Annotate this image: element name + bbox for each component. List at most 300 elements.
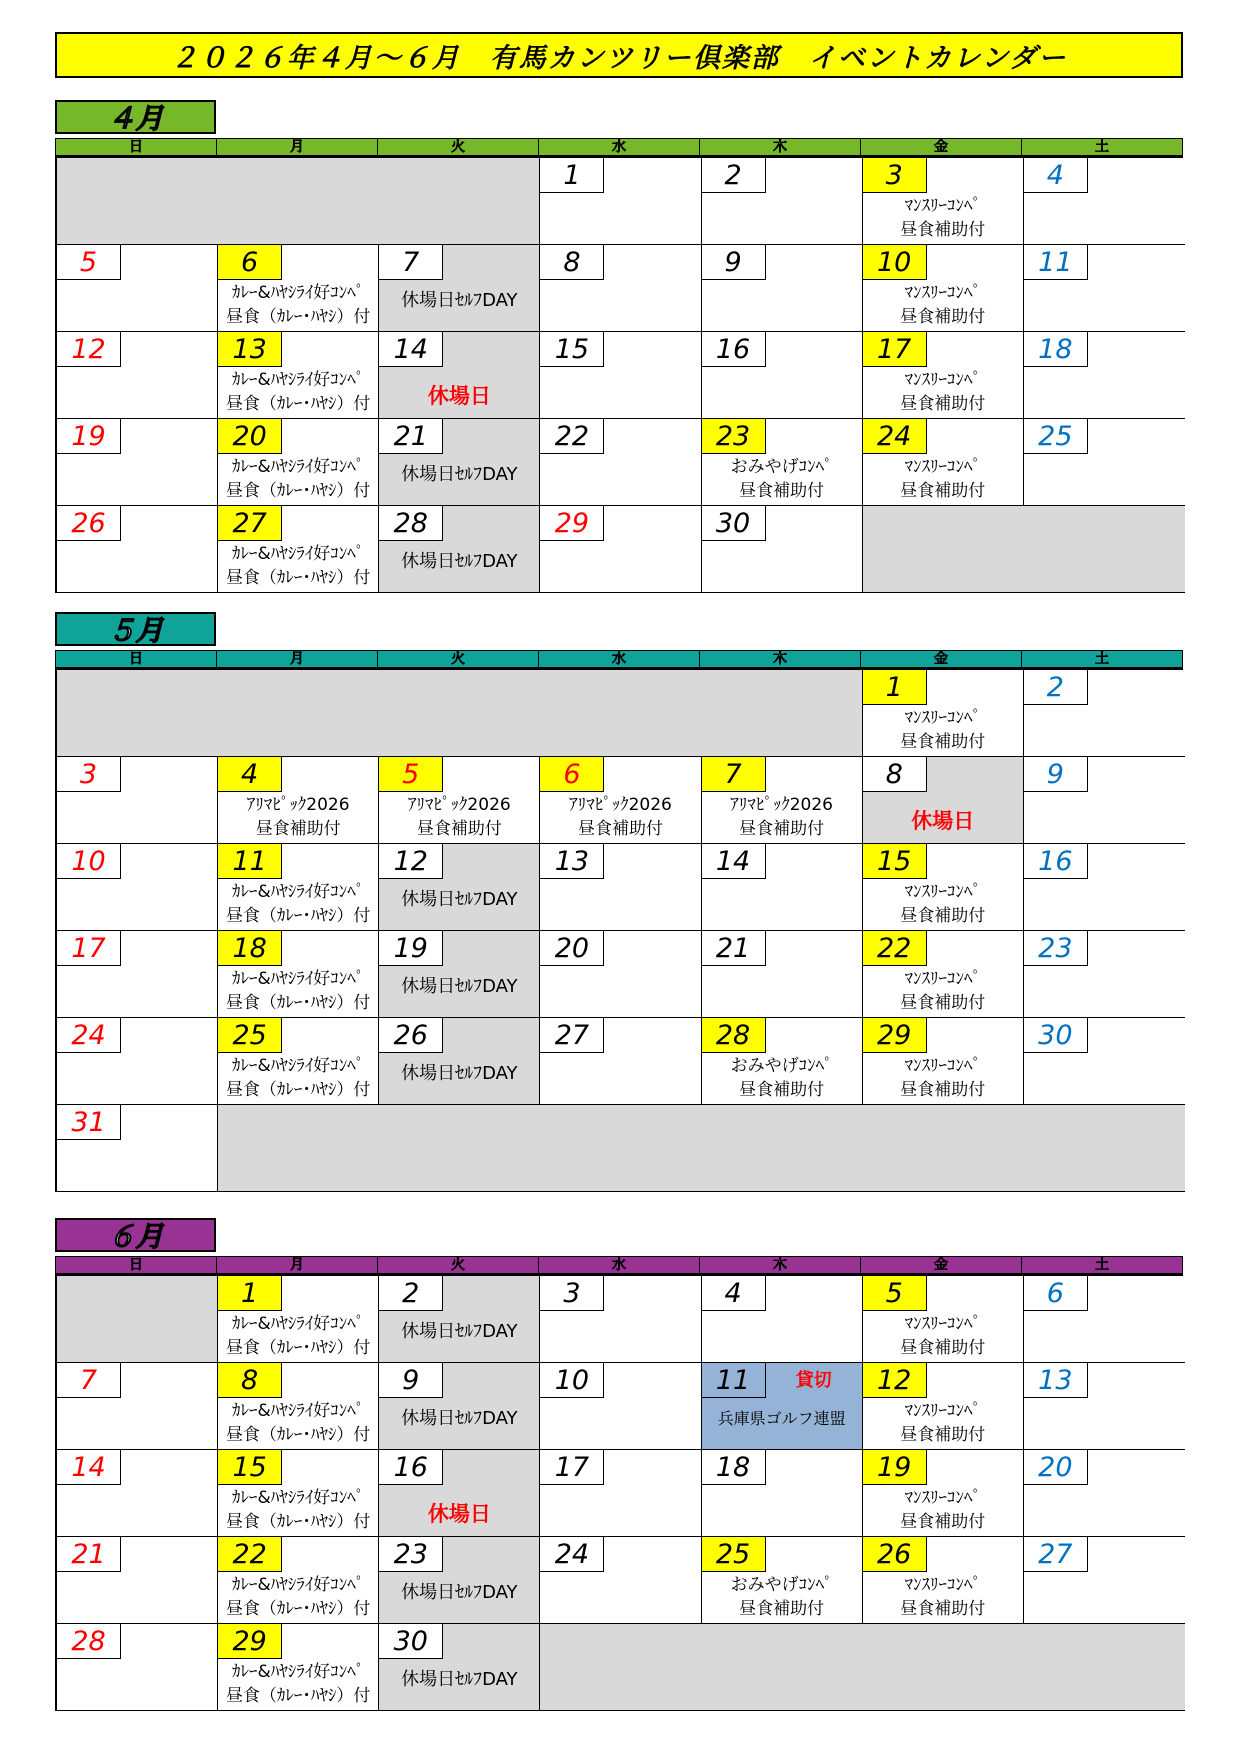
- day-number: 24: [863, 419, 927, 454]
- event-name: ｶﾚｰ&ﾊﾔｼﾗｲ好ｺﾝﾍﾟ: [232, 1662, 365, 1682]
- event-name: おみやげｺﾝﾍﾟ: [730, 1575, 833, 1595]
- event-name: ﾏﾝｽﾘｰｺﾝﾍﾟ: [904, 708, 981, 728]
- day-number: 1: [863, 670, 927, 705]
- day-number: 12: [863, 1363, 927, 1398]
- closed-label: 休場日: [911, 809, 975, 833]
- day-number: 26: [57, 506, 121, 541]
- day-cell[interactable]: [863, 1018, 1024, 1105]
- day-number: 31: [57, 1105, 121, 1140]
- gray-band: [443, 931, 539, 966]
- day-cell[interactable]: [57, 245, 218, 332]
- day-number: 9: [1024, 757, 1088, 792]
- day-number: 17: [57, 931, 121, 966]
- month-label: ４月: [55, 100, 216, 134]
- day-cell[interactable]: [540, 844, 701, 931]
- day-cell[interactable]: [1024, 1363, 1185, 1450]
- event-note: 昼食補助付: [577, 819, 663, 839]
- day-number: 23: [702, 419, 766, 454]
- event-name: ﾏﾝｽﾘｰｺﾝﾍﾟ: [904, 969, 981, 989]
- day-cell[interactable]: [702, 1537, 863, 1624]
- day-cell[interactable]: [57, 1105, 218, 1192]
- weekday-label: 月: [217, 1257, 378, 1273]
- empty-cell: [218, 1105, 1185, 1192]
- day-number: 5: [57, 245, 121, 280]
- day-cell[interactable]: [540, 506, 701, 593]
- self-day-label: 休場日ｾﾙﾌDAY: [401, 464, 518, 485]
- day-number: 24: [57, 1018, 121, 1053]
- event-name: ｶﾚｰ&ﾊﾔｼﾗｲ好ｺﾝﾍﾟ: [232, 1575, 365, 1595]
- event-name: ｶﾚｰ&ﾊﾔｼﾗｲ好ｺﾝﾍﾟ: [232, 969, 365, 989]
- day-number: 21: [379, 419, 443, 454]
- event-name: ｶﾚｰ&ﾊﾔｼﾗｲ好ｺﾝﾍﾟ: [232, 1488, 365, 1508]
- day-number: 13: [540, 844, 604, 879]
- event-name: ﾏﾝｽﾘｰｺﾝﾍﾟ: [904, 370, 981, 390]
- day-number: 17: [863, 332, 927, 367]
- day-number: 28: [57, 1624, 121, 1659]
- day-cell[interactable]: [57, 1363, 218, 1450]
- day-cell[interactable]: [540, 419, 701, 506]
- day-number: 23: [1024, 931, 1088, 966]
- event-note: 昼食補助付: [900, 394, 986, 414]
- day-cell[interactable]: [379, 506, 540, 593]
- day-number: 28: [379, 506, 443, 541]
- day-cell[interactable]: [863, 757, 1024, 844]
- gray-band: [443, 1624, 539, 1659]
- event-name: ﾏﾝｽﾘｰｺﾝﾍﾟ: [904, 1401, 981, 1421]
- gray-band: [927, 757, 1023, 792]
- day-number: 26: [379, 1018, 443, 1053]
- day-cell[interactable]: [863, 931, 1024, 1018]
- weekday-label: 土: [1095, 1257, 1109, 1273]
- day-cell[interactable]: [218, 931, 379, 1018]
- self-day-label: 休場日ｾﾙﾌDAY: [401, 889, 518, 910]
- day-cell[interactable]: [702, 245, 863, 332]
- day-cell[interactable]: [702, 1450, 863, 1537]
- day-cell[interactable]: [702, 419, 863, 506]
- day-number: 25: [702, 1537, 766, 1572]
- day-cell[interactable]: [863, 1450, 1024, 1537]
- day-number: 8: [863, 757, 927, 792]
- day-number: 3: [540, 1276, 604, 1311]
- event-note: 昼食（ｶﾚｰ･ﾊﾔｼ）付: [225, 1686, 371, 1706]
- day-number: 14: [57, 1450, 121, 1485]
- closed-label: 休場日: [427, 384, 491, 408]
- day-number: 27: [218, 506, 282, 541]
- day-cell[interactable]: [540, 757, 701, 844]
- day-cell[interactable]: [1024, 245, 1185, 332]
- empty-cell: [540, 1624, 1185, 1711]
- gray-band: [443, 1537, 539, 1572]
- day-cell[interactable]: [57, 419, 218, 506]
- day-number: 11: [1024, 245, 1088, 280]
- day-cell[interactable]: [702, 1276, 863, 1363]
- self-day-label: 休場日ｾﾙﾌDAY: [401, 1063, 518, 1084]
- day-cell[interactable]: [379, 757, 540, 844]
- day-number: 12: [379, 844, 443, 879]
- event-name: ｶﾚｰ&ﾊﾔｼﾗｲ好ｺﾝﾍﾟ: [232, 1056, 365, 1076]
- day-cell[interactable]: [1024, 931, 1185, 1018]
- day-cell[interactable]: [218, 1276, 379, 1363]
- event-name: ｱﾘﾏﾋﾟｯｸ2026: [246, 795, 350, 815]
- day-number: 5: [379, 757, 443, 792]
- weekday-label: 月: [217, 139, 378, 155]
- gray-band: [443, 245, 539, 280]
- day-number: 30: [1024, 1018, 1088, 1053]
- event-name: ｶﾚｰ&ﾊﾔｼﾗｲ好ｺﾝﾍﾟ: [232, 283, 365, 303]
- day-cell[interactable]: [863, 1276, 1024, 1363]
- day-number: 27: [540, 1018, 604, 1053]
- event-name: ｶﾚｰ&ﾊﾔｼﾗｲ好ｺﾝﾍﾟ: [232, 1401, 365, 1421]
- day-number: 1: [218, 1276, 282, 1311]
- self-day-label: 休場日ｾﾙﾌDAY: [401, 1582, 518, 1603]
- day-cell[interactable]: [57, 844, 218, 931]
- event-name: ｶﾚｰ&ﾊﾔｼﾗｲ好ｺﾝﾍﾟ: [232, 370, 365, 390]
- month-label: ５月: [55, 612, 216, 646]
- day-number: 22: [218, 1537, 282, 1572]
- event-name: ｶﾚｰ&ﾊﾔｼﾗｲ好ｺﾝﾍﾟ: [232, 882, 365, 902]
- event-note: 昼食（ｶﾚｰ･ﾊﾔｼ）付: [225, 906, 371, 926]
- day-cell[interactable]: [379, 1450, 540, 1537]
- event-note: 昼食補助付: [900, 732, 986, 752]
- event-note: 昼食補助付: [900, 1338, 986, 1358]
- gray-band: [443, 332, 539, 367]
- day-cell[interactable]: [863, 332, 1024, 419]
- day-number: 19: [57, 419, 121, 454]
- day-number: 15: [218, 1450, 282, 1485]
- weekday-label: 木: [700, 651, 861, 667]
- event-note: 昼食補助付: [900, 220, 986, 240]
- day-number: 11: [702, 1363, 766, 1398]
- day-number: 8: [540, 245, 604, 280]
- event-name: ﾏﾝｽﾘｰｺﾝﾍﾟ: [904, 1575, 981, 1595]
- day-cell[interactable]: [379, 1624, 540, 1711]
- day-number: 2: [702, 158, 766, 193]
- day-cell[interactable]: [57, 1537, 218, 1624]
- day-cell[interactable]: [863, 158, 1024, 245]
- day-cell[interactable]: [863, 1537, 1024, 1624]
- day-cell[interactable]: [218, 1018, 379, 1105]
- event-note: 昼食（ｶﾚｰ･ﾊﾔｼ）付: [225, 1599, 371, 1619]
- self-day-label: 休場日ｾﾙﾌDAY: [401, 1669, 518, 1690]
- day-number: 14: [702, 844, 766, 879]
- event-note: 昼食補助付: [900, 993, 986, 1013]
- weekday-label: 火: [378, 139, 539, 155]
- day-cell[interactable]: [379, 419, 540, 506]
- day-number: 19: [863, 1450, 927, 1485]
- event-note: 昼食補助付: [900, 1425, 986, 1445]
- day-cell[interactable]: [379, 844, 540, 931]
- day-cell[interactable]: [1024, 1450, 1185, 1537]
- event-name: ｶﾚｰ&ﾊﾔｼﾗｲ好ｺﾝﾍﾟ: [232, 1314, 365, 1334]
- empty-cell: [57, 1276, 218, 1363]
- weekday-label: 水: [539, 139, 700, 155]
- event-name: ｱﾘﾏﾋﾟｯｸ2026: [407, 795, 511, 815]
- event-note: 昼食補助付: [739, 1599, 825, 1619]
- charter-org: 兵庫県ゴルフ連盟: [717, 1409, 846, 1428]
- event-note: 昼食補助付: [416, 819, 502, 839]
- day-number: 9: [379, 1363, 443, 1398]
- day-cell[interactable]: [702, 757, 863, 844]
- day-cell[interactable]: [57, 1624, 218, 1711]
- day-cell[interactable]: [863, 245, 1024, 332]
- day-number: 26: [863, 1537, 927, 1572]
- day-cell[interactable]: [1024, 419, 1185, 506]
- day-cell[interactable]: [379, 1276, 540, 1363]
- day-cell[interactable]: [540, 332, 701, 419]
- event-note: 昼食（ｶﾚｰ･ﾊﾔｼ）付: [225, 481, 371, 501]
- day-number: 3: [57, 757, 121, 792]
- event-name: ｶﾚｰ&ﾊﾔｼﾗｲ好ｺﾝﾍﾟ: [232, 544, 365, 564]
- event-note: 昼食補助付: [255, 819, 341, 839]
- event-name: ｱﾘﾏﾋﾟｯｸ2026: [569, 795, 672, 815]
- day-number: 22: [863, 931, 927, 966]
- day-cell[interactable]: [218, 1363, 379, 1450]
- day-cell[interactable]: [702, 506, 863, 593]
- event-note: 昼食補助付: [900, 1599, 986, 1619]
- day-number: 29: [218, 1624, 282, 1659]
- day-number: 4: [702, 1276, 766, 1311]
- day-cell[interactable]: [1024, 757, 1185, 844]
- day-cell[interactable]: [540, 1276, 701, 1363]
- day-cell[interactable]: [863, 1363, 1024, 1450]
- day-cell[interactable]: [1024, 1276, 1185, 1363]
- day-cell[interactable]: [702, 1018, 863, 1105]
- weekday-label: 火: [378, 651, 539, 667]
- day-number: 21: [702, 931, 766, 966]
- weekday-label: 日: [56, 139, 217, 155]
- gray-band: [443, 419, 539, 454]
- event-name: ﾏﾝｽﾘｰｺﾝﾍﾟ: [904, 1056, 981, 1076]
- day-cell[interactable]: [57, 506, 218, 593]
- empty-cell: [57, 670, 863, 757]
- day-number: 19: [379, 931, 443, 966]
- day-cell[interactable]: [702, 332, 863, 419]
- day-number: 16: [379, 1450, 443, 1485]
- event-note: 昼食補助付: [900, 307, 986, 327]
- event-note: 昼食補助付: [900, 1512, 986, 1532]
- day-number: 2: [379, 1276, 443, 1311]
- day-cell[interactable]: [702, 931, 863, 1018]
- day-cell[interactable]: [57, 1450, 218, 1537]
- event-name: ﾏﾝｽﾘｰｺﾝﾍﾟ: [904, 882, 981, 902]
- event-note: 昼食補助付: [739, 1080, 825, 1100]
- day-cell[interactable]: [218, 245, 379, 332]
- event-note: 昼食（ｶﾚｰ･ﾊﾔｼ）付: [225, 993, 371, 1013]
- event-name: ﾏﾝｽﾘｰｺﾝﾍﾟ: [904, 457, 981, 477]
- event-name: ﾏﾝｽﾘｰｺﾝﾍﾟ: [904, 196, 981, 216]
- day-cell[interactable]: [702, 158, 863, 245]
- day-cell[interactable]: [57, 332, 218, 419]
- day-number: 2: [1024, 670, 1088, 705]
- charter-label: 貸切: [795, 1370, 832, 1391]
- page-title: ２０２６年４月～６月 有馬カンツリー倶楽部 イベントカレンダー: [55, 32, 1183, 78]
- day-cell[interactable]: [218, 332, 379, 419]
- day-cell[interactable]: [218, 1450, 379, 1537]
- day-number: 30: [702, 506, 766, 541]
- weekday-header: [55, 650, 1183, 668]
- day-cell[interactable]: [540, 1537, 701, 1624]
- day-number: 14: [379, 332, 443, 367]
- day-number: 18: [702, 1450, 766, 1485]
- day-number: 18: [218, 931, 282, 966]
- weekday-label: 金: [861, 651, 1022, 667]
- gray-band: [443, 1450, 539, 1485]
- day-number: 25: [1024, 419, 1088, 454]
- day-number: 20: [218, 419, 282, 454]
- day-cell[interactable]: [863, 670, 1024, 757]
- day-number: 20: [1024, 1450, 1088, 1485]
- day-cell[interactable]: [218, 844, 379, 931]
- day-cell[interactable]: [540, 1018, 701, 1105]
- day-number: 21: [57, 1537, 121, 1572]
- day-cell[interactable]: [1024, 158, 1185, 245]
- event-name: ﾏﾝｽﾘｰｺﾝﾍﾟ: [904, 283, 981, 303]
- day-number: 6: [540, 757, 604, 792]
- day-cell[interactable]: [540, 1450, 701, 1537]
- closed-label: 休場日: [427, 1502, 491, 1526]
- weekday-header: [55, 1256, 1183, 1274]
- event-name: ｶﾚｰ&ﾊﾔｼﾗｲ好ｺﾝﾍﾟ: [232, 457, 365, 477]
- day-cell[interactable]: [218, 757, 379, 844]
- day-number: 5: [863, 1276, 927, 1311]
- event-note: 昼食補助付: [900, 481, 986, 501]
- empty-cell: [863, 506, 1185, 593]
- weekday-label: 木: [700, 1257, 861, 1273]
- day-number: 4: [1024, 158, 1088, 193]
- day-cell[interactable]: [218, 1537, 379, 1624]
- event-name: ﾏﾝｽﾘｰｺﾝﾍﾟ: [904, 1314, 981, 1334]
- day-number: 6: [1024, 1276, 1088, 1311]
- weekday-label: 水: [539, 651, 700, 667]
- self-day-label: 休場日ｾﾙﾌDAY: [401, 290, 518, 311]
- day-cell[interactable]: [57, 931, 218, 1018]
- weekday-label: 日: [56, 1257, 217, 1273]
- day-cell[interactable]: [863, 419, 1024, 506]
- day-number: 7: [702, 757, 766, 792]
- day-cell[interactable]: [379, 1018, 540, 1105]
- day-cell[interactable]: [540, 158, 701, 245]
- event-note: 昼食（ｶﾚｰ･ﾊﾔｼ）付: [225, 568, 371, 588]
- event-name: ﾏﾝｽﾘｰｺﾝﾍﾟ: [904, 1488, 981, 1508]
- day-number: 18: [1024, 332, 1088, 367]
- gray-band: [443, 1018, 539, 1053]
- weekday-label: 水: [539, 1257, 700, 1273]
- day-number: 17: [540, 1450, 604, 1485]
- day-number: 11: [218, 844, 282, 879]
- month-label: ６月: [55, 1218, 216, 1252]
- gray-band: [443, 844, 539, 879]
- day-cell[interactable]: [379, 931, 540, 1018]
- event-note: 昼食（ｶﾚｰ･ﾊﾔｼ）付: [225, 1512, 371, 1532]
- weekday-label: 土: [1095, 139, 1109, 155]
- weekday-label: 土: [1095, 651, 1109, 667]
- weekday-label: 火: [378, 1257, 539, 1273]
- day-cell[interactable]: [1024, 670, 1185, 757]
- day-number: 23: [379, 1537, 443, 1572]
- day-number: 9: [702, 245, 766, 280]
- month-grid: [55, 156, 1183, 593]
- event-note: 昼食補助付: [739, 819, 825, 839]
- day-number: 3: [863, 158, 927, 193]
- day-cell[interactable]: [540, 1363, 701, 1450]
- day-cell[interactable]: [379, 1537, 540, 1624]
- self-day-label: 休場日ｾﾙﾌDAY: [401, 551, 518, 572]
- day-cell[interactable]: [57, 1018, 218, 1105]
- day-number: 6: [218, 245, 282, 280]
- day-number: 10: [57, 844, 121, 879]
- weekday-label: 木: [700, 139, 861, 155]
- day-number: 7: [379, 245, 443, 280]
- month-grid: [55, 1274, 1183, 1711]
- day-number: 25: [218, 1018, 282, 1053]
- day-number: 1: [540, 158, 604, 193]
- day-cell[interactable]: [540, 245, 701, 332]
- weekday-label: 金: [861, 1257, 1022, 1273]
- event-name: おみやげｺﾝﾍﾟ: [730, 457, 833, 477]
- day-cell[interactable]: [1024, 332, 1185, 419]
- day-cell[interactable]: [218, 1624, 379, 1711]
- day-number: 16: [702, 332, 766, 367]
- event-note: 昼食補助付: [739, 481, 825, 501]
- event-note: 昼食補助付: [900, 906, 986, 926]
- weekday-label: 月: [217, 651, 378, 667]
- day-number: 8: [218, 1363, 282, 1398]
- day-cell[interactable]: [379, 245, 540, 332]
- day-cell[interactable]: [218, 419, 379, 506]
- event-note: 昼食（ｶﾚｰ･ﾊﾔｼ）付: [225, 1425, 371, 1445]
- event-note: 昼食（ｶﾚｰ･ﾊﾔｼ）付: [225, 307, 371, 327]
- month-grid: [55, 668, 1183, 1192]
- day-number: 10: [863, 245, 927, 280]
- day-cell[interactable]: [218, 506, 379, 593]
- day-number: 29: [863, 1018, 927, 1053]
- gray-band: [443, 1276, 539, 1311]
- day-cell[interactable]: [1024, 1018, 1185, 1105]
- self-day-label: 休場日ｾﾙﾌDAY: [401, 1321, 518, 1342]
- weekday-label: 金: [861, 139, 1022, 155]
- self-day-label: 休場日ｾﾙﾌDAY: [401, 1408, 518, 1429]
- day-number: 20: [540, 931, 604, 966]
- empty-cell: [57, 158, 540, 245]
- day-number: 13: [1024, 1363, 1088, 1398]
- day-number: 4: [218, 757, 282, 792]
- day-cell[interactable]: [57, 757, 218, 844]
- day-number: 13: [218, 332, 282, 367]
- day-number: 7: [57, 1363, 121, 1398]
- day-number: 15: [540, 332, 604, 367]
- day-number: 10: [540, 1363, 604, 1398]
- day-number: 12: [57, 332, 121, 367]
- day-number: 29: [540, 506, 604, 541]
- event-note: 昼食（ｶﾚｰ･ﾊﾔｼ）付: [225, 1080, 371, 1100]
- day-cell[interactable]: [1024, 844, 1185, 931]
- event-note: 昼食（ｶﾚｰ･ﾊﾔｼ）付: [225, 394, 371, 414]
- day-cell[interactable]: [702, 1363, 863, 1450]
- day-number: 24: [540, 1537, 604, 1572]
- day-cell[interactable]: [702, 844, 863, 931]
- day-cell[interactable]: [379, 1363, 540, 1450]
- gray-band: [443, 1363, 539, 1398]
- day-cell[interactable]: [863, 844, 1024, 931]
- day-cell[interactable]: [540, 931, 701, 1018]
- gray-band: [443, 506, 539, 541]
- day-number: 28: [702, 1018, 766, 1053]
- event-name: ｱﾘﾏﾋﾟｯｸ2026: [730, 795, 833, 815]
- day-cell[interactable]: [1024, 1537, 1185, 1624]
- day-number: 30: [379, 1624, 443, 1659]
- event-name: おみやげｺﾝﾍﾟ: [730, 1056, 833, 1076]
- day-cell[interactable]: [379, 332, 540, 419]
